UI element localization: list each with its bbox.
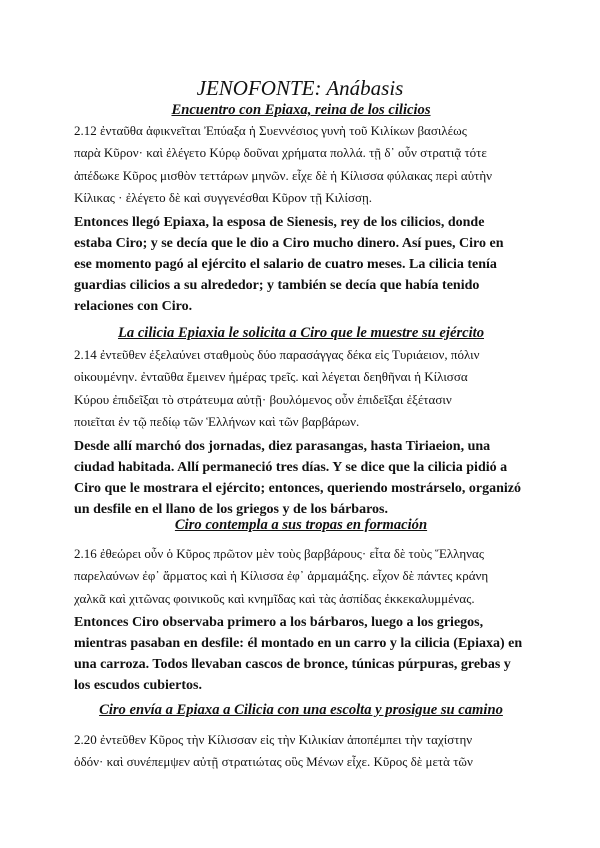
greek-line: Κίλικας · ἐλέγετο δὲ καὶ συγγενέσθαι Κῦρον τῇ Κιλίσσῃ.: [74, 190, 373, 206]
spanish-line: los escudos cubiertos.: [74, 678, 202, 693]
spanish-line: ese momento pagó al ejército el salario de cuatro meses. La cilicia tenía: [74, 257, 497, 272]
greek-line: 2.12 ἐνταῦθα ἀφικνεῖται Ἐπύαξα ἡ Συεννέσιος γυνὴ τοῦ Κιλίκων βασιλέως: [74, 123, 467, 138]
spanish-line: Desde allí marchó dos jornadas, diez parasangas, hasta Tiriaeion, una: [74, 439, 491, 454]
greek-line: 2.20 ἐντεῦθεν Κῦρος τὴν Κίλισσαν εἰς τὴν Κιλικίαν ἀποπέμπει τὴν ταχίστην: [74, 732, 473, 747]
spanish-line: mientras pasaban en desfile: él montado en un carro y la cilicia (Epiaxa) en: [74, 636, 523, 651]
greek-line: 2.16 ἐθεώρει οὖν ὁ Κῦρος πρῶτον μὲν τοὺς βαρβάρους· εἶτα δὲ τοὺς Ἕλληνας: [74, 546, 485, 561]
spanish-translation-2: [74, 436, 534, 520]
section-heading-3: Ciro contempla a sus tropas en formación: [174, 517, 428, 533]
greek-line: οἰκουμένην. ἐνταῦθα ἔμεινεν ἡμέρας τρεῖς. καὶ λέγεται δεηθῆναι ἡ Κίλισσα: [74, 369, 468, 385]
spanish-line: Entonces Ciro observaba primero a los bárbaros, luego a los griegos,: [74, 615, 484, 630]
spanish-line: un desfile en el llano de los griegos y de los bárbaros.: [74, 502, 388, 517]
spanish-translation-1: [74, 212, 534, 317]
greek-line: χαλκᾶ καὶ χιτῶνας φοινικοῦς καὶ κνημῖδας καὶ τὰς ἀσπίδας ἐκκεκαλυμμένας.: [74, 590, 475, 606]
greek-passage-1: [74, 120, 530, 210]
greek-line: παρὰ Κῦρον· καὶ ἐλέγετο Κύρῳ δοῦναι χρήματα πολλά. τῇ δ᾽ οὖν στρατιᾷ τότε: [74, 145, 487, 161]
greek-line: 2.14 ἐντεῦθεν ἐξελαύνει σταθμοὺς δύο παρασάγγας δέκα εἰς Τυριάειον, πόλιν: [74, 347, 480, 362]
spanish-line: estaba Ciro; y se decía que le dio a Ciro mucho dinero. Así pues, Ciro en: [74, 236, 504, 251]
spanish-line: relaciones con Ciro.: [74, 299, 193, 314]
greek-line: Κύρου ἐπιδεῖξαι τὸ στράτευμα αὐτῇ· βουλόμενος οὖν ἐπιδεῖξαι ἐξέτασιν: [74, 391, 452, 407]
greek-passage-2: [74, 344, 530, 434]
spanish-line: guardias cilicios a su alrededor; y también se decía que había tenido: [74, 278, 480, 293]
greek-line: παρελαύνων ἐφ᾽ ἅρματος καὶ ἡ Κίλισσα ἐφ᾽ ἁρμαμάξης. εἶχον δὲ πάντες κράνη: [74, 568, 489, 584]
spanish-line: Ciro que le mostrara el ejército; entonces, queriendo mostrárselo, organizó: [74, 481, 521, 496]
spanish-line: una carroza. Todos llevaban cascos de bronce, túnicas púrpuras, grebas y: [74, 657, 511, 672]
section-heading-4: Ciro envía a Epiaxa a Cilicia con una escolta y prosigue su camino: [99, 702, 503, 718]
document-title: JENOFONTE: Anábasis: [196, 76, 404, 100]
greek-passage-4: [74, 729, 530, 774]
greek-line: ἀπέδωκε Κῦρος μισθὸν τεττάρων μηνῶν. εἶχε δὲ ἡ Κίλισσα φύλακας περὶ αὑτὴν: [74, 167, 493, 183]
greek-line: ὁδόν· καὶ συνέπεμψεν αὐτῇ στρατιώτας οὓς Μένων εἶχε. Κῦρος δὲ μετὰ τῶν: [74, 754, 473, 770]
spanish-line: Entonces llegó Epiaxa, la esposa de Sienesis, rey de los cilicios, donde: [74, 215, 485, 230]
greek-line: ποιεῖται ἐν τῷ πεδίῳ τῶν Ἑλλήνων καὶ τῶν βαρβάρων.: [74, 414, 360, 430]
greek-passage-3: [74, 543, 530, 610]
section-heading-1: Encuentro con Epiaxa, reina de los cilicios: [171, 102, 431, 118]
section-heading-2: La cilicia Epiaxia le solicita a Ciro que le muestre su ejército: [117, 325, 485, 341]
spanish-line: ciudad habitada. Allí permaneció tres días. Y se dice que la cilicia pidió a: [74, 460, 508, 475]
spanish-translation-3: [74, 612, 534, 696]
